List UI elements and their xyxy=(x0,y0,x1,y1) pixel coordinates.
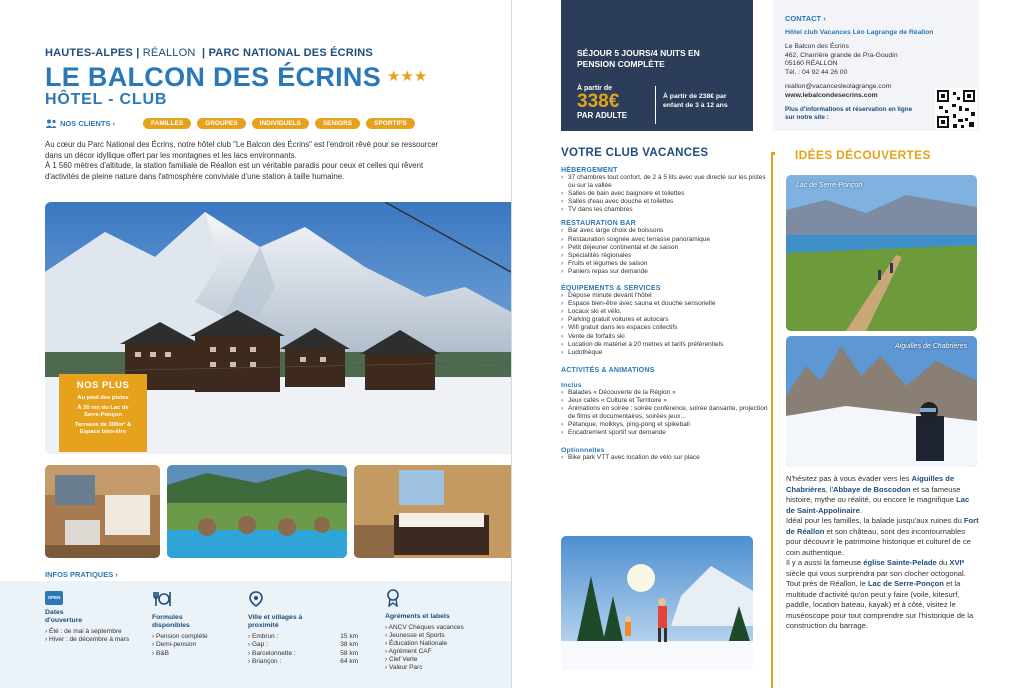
idees-text xyxy=(786,474,979,632)
nos-plus-item: Terrasse de 300m² & Espace bien-être xyxy=(74,422,132,435)
calendar-icon: OPEN xyxy=(45,591,63,605)
infos-villes xyxy=(248,591,358,666)
contact-address: Le Balcon des Écrins 462, Charrière grande de Pra-Goudin 05160 RÉALLON Tél. : 04 92 44 26 00 xyxy=(785,43,898,76)
inclus-label: Inclus xyxy=(561,381,582,389)
agrement-item: › Clef Verte xyxy=(385,656,418,663)
intro-paragraph-2: À 1 560 mètres d'altitude, la station familiale de Réallon est un véritable paradis pour ceux et celles qui rêvent d'activités de pleine nature dans l'atmosphère conviviale d'une station à taille humaine. xyxy=(45,161,424,181)
nos-plus-item: Au pied des pistes xyxy=(77,395,129,401)
ville-row: › Barcelonnette : 58 km xyxy=(248,649,358,657)
agrement-item: › ANCV Chèques vacances xyxy=(385,624,464,631)
category-equipements: ÉQUIPEMENTS & SERVICES xyxy=(561,285,661,293)
idees-rule xyxy=(771,152,773,688)
award-icon xyxy=(385,589,401,607)
page-subtitle: HÔTEL - CLUB xyxy=(45,91,168,108)
tag-sportifs: SPORTIFS xyxy=(366,118,415,129)
nos-plus-box xyxy=(59,374,147,452)
contact-box xyxy=(773,0,979,131)
intro-text xyxy=(45,140,455,182)
formules-item: › B&B xyxy=(152,649,169,657)
club-list xyxy=(561,161,771,462)
pool-photo xyxy=(167,465,347,558)
dates-item: › Hiver : de décembre à mars xyxy=(45,636,130,644)
ville-row: › Embrun : 15 km xyxy=(248,633,358,640)
sejour-price: 338€ xyxy=(577,91,620,112)
category-activites: ACTIVITÉS & ANIMATIONS xyxy=(561,366,655,374)
infos-dates xyxy=(45,591,140,645)
tag-individuels: INDIVIDUELS xyxy=(252,118,309,129)
bedroom-photo xyxy=(354,465,511,558)
options-list: › Bike park VTT avec location de vélo sur place xyxy=(561,454,771,462)
contact-more: Plus d'informations et réservation en ligne sur notre site : xyxy=(785,106,913,121)
nos-plus-item: À 20 mn du Lac de Serre-Ponçon xyxy=(77,405,129,418)
lac-serre-poncon-photo xyxy=(786,175,977,331)
contact-links xyxy=(785,83,891,100)
agrement-item: › Agrément CAF xyxy=(385,648,432,655)
qr-code-icon[interactable] xyxy=(935,88,977,130)
contact-email[interactable]: reallon@vacancesleolagrange.com xyxy=(785,83,892,90)
supertitle: HAUTES-ALPES | RÉALLON | PARC NATIONAL DES ÉCRINS xyxy=(45,47,373,59)
agrement-item: › Jeunesse et Sports xyxy=(385,632,445,639)
people-icon xyxy=(45,119,57,128)
dates-item: › Été : de mai à septembre xyxy=(45,628,122,635)
price-from: À partir de xyxy=(577,85,613,92)
category-hebergement: HÉBERGEMENT xyxy=(561,167,618,174)
infos-bar xyxy=(0,581,511,688)
idees-paragraph-3: Il y a aussi la fameuse église Sainte-Pelade du XVIᵉ siècle qui vous surprendra par son clocher octogonal. xyxy=(786,558,966,578)
stars-rating: ★★★ xyxy=(387,68,428,85)
idees-paragraph-4: Tout près de Réallon, le Lac de Serre-Ponçon et la multitude d'activité qu'on peut y faire (voile, kitesurf, paddle, location bateau, kayak) et à côté, visitez le muséoscope pour tout comprendre sur l'historique de la construction du barrage. xyxy=(786,579,974,630)
clients-row xyxy=(45,118,421,129)
location-pin-icon xyxy=(248,591,264,607)
contact-org: Hôtel club Vacances Léo Lagrange de Réallon xyxy=(785,29,934,36)
idees-paragraph-1: N'hésitez pas à vous évader vers les Aiguilles de Chabrières, l'Abbaye de Boscodon et sa fameuse histoire, mythe ou réalité, ou encore le magnifique Lac de Saint-Appolinaire. xyxy=(786,474,970,515)
agrement-item: › Éducation Nationale xyxy=(385,640,448,647)
tag-familles: FAMILLES xyxy=(143,118,191,129)
formules-item: › Pension complète xyxy=(152,633,208,640)
dates-title: Dates d'ouverture xyxy=(45,609,83,624)
ski-photo xyxy=(561,536,753,670)
infos-formules xyxy=(152,591,242,658)
nos-plus-title: NOS PLUS xyxy=(76,380,130,391)
price-divider xyxy=(655,86,656,124)
villes-title: Ville et villages à proximité xyxy=(248,614,303,629)
infos-label: INFOS PRATIQUES › xyxy=(45,570,118,579)
cutlery-icon xyxy=(152,591,172,607)
clients-label: NOS CLIENTS › xyxy=(60,119,116,128)
sejour-price-block xyxy=(577,85,649,120)
price-per: PAR ADULTE xyxy=(577,111,628,120)
formules-item: › Demi-pension xyxy=(152,641,197,649)
equipements-list: › Dépose minute devant l'hôtel › Espace bien-être avec sauna et douche sensorielle › Locaux ski et vélo, › Parking gratuit voitures et autocars › Wifi gratuit dans les espaces collectifs › Vente de forfaits ski › Location de matériel à 20 mètres et tarifs préférentiels › Ludothèque xyxy=(561,292,771,357)
intro-paragraph-1: Au cœur du Parc National des Écrins, notre hôtel club "Le Balcon des Écrins" est l'endroit rêvé pour se ressourcer dans un décor idyllique offert par les montagnes et les lacs environnants. xyxy=(45,140,439,160)
category-restauration: RESTAURATION BAR xyxy=(561,220,636,228)
sejour-box xyxy=(561,0,753,131)
caption-aiguilles: Aiguilles de Chabrières xyxy=(895,343,967,350)
tag-groupes: GROUPES xyxy=(197,118,246,129)
idees-rule-tick xyxy=(771,152,775,155)
aiguilles-chabrieres-photo xyxy=(786,336,977,467)
agrement-item: › Valeur Parc xyxy=(385,664,423,671)
infos-agrements xyxy=(385,589,505,672)
options-label: Optionnelles xyxy=(561,447,605,455)
contact-website[interactable]: www.lebalcondesecrins.com xyxy=(785,91,878,99)
idees-title: IDÉES DÉCOUVERTES xyxy=(795,148,931,162)
club-title: VOTRE CLUB VACANCES xyxy=(561,147,709,159)
ville-row: › Gap : 38 km xyxy=(248,641,358,649)
inclus-list: › Balades « Découverte de la Région » › Jeux cafés « Culture et Territoire » › Animations en soirée : soirée conférence, soirée dansante, projection de films et documentaires, soirées jeux... › Pétanque, molkkys, ping-pong et spikeball › Encadrement sportif sur demande xyxy=(561,389,771,438)
contact-label: CONTACT › xyxy=(785,14,826,23)
spa-photo xyxy=(45,465,160,558)
idees-paragraph-2: Idéal pour les familles, la balade jusqu'aux ruines du Fort de Réallon et son château, sont des incontournables pour découvrir le patrimoine historique et culturel de ce coin authentique. xyxy=(786,516,979,557)
agrements-title: Agréments et labels xyxy=(385,613,450,620)
right-page xyxy=(513,0,1024,688)
child-price: À partir de 238€ par enfant de 3 à 12 ans xyxy=(663,93,728,109)
page-title: LE BALCON DES ÉCRINS ★★★ xyxy=(45,62,428,92)
restauration-list: › Bar avec large choix de boissons › Restauration soignée avec terrasse panoramique › Petit déjeuner continental et de saison › Spécialités régionales › Fruits et légumes de saison › Paniers repas sur demande xyxy=(561,227,771,276)
caption-lac: Lac de Serre-Ponçon xyxy=(796,182,863,189)
formules-title: Formules disponibles xyxy=(152,614,190,629)
ville-row: › Briançon : 64 km xyxy=(248,657,358,665)
tag-seniors: SENIORS xyxy=(315,118,360,129)
sejour-title: SÉJOUR 5 JOURS/4 NUITS EN PENSION COMPLÈTE xyxy=(577,48,700,69)
hebergement-list: › 37 chambres tout confort, de 2 à 5 lits avec vue directe sur les pistes ou sur la vallée › Salles de bain avec baignoire et toilettes › Salles d'eau avec douche et toilettes › TV dans les chambres xyxy=(561,174,771,214)
